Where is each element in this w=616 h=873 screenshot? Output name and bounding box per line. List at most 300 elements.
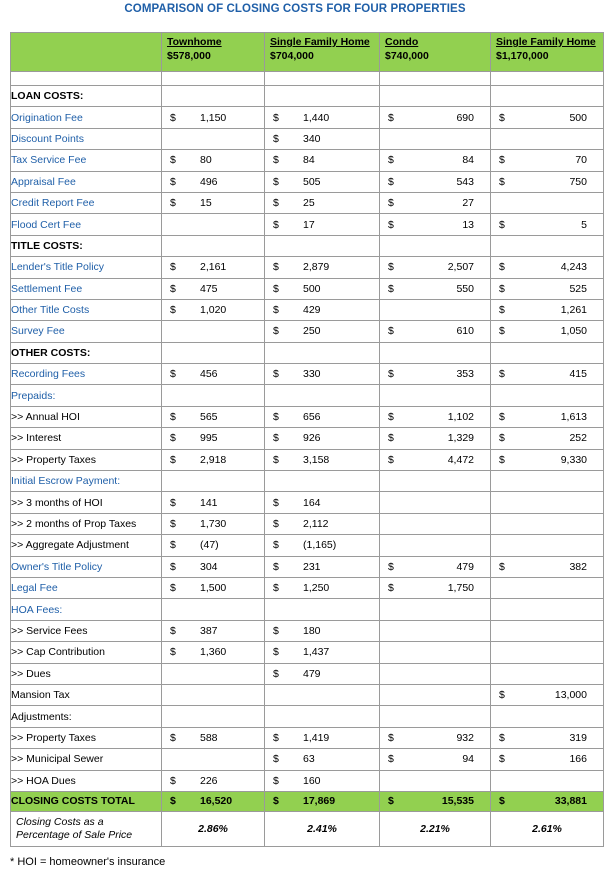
value-cell bbox=[491, 684, 604, 705]
value-cell bbox=[380, 385, 491, 406]
amount: 995 bbox=[200, 432, 218, 445]
dollar-sign: $ bbox=[499, 411, 505, 424]
dollar-sign: $ bbox=[388, 282, 394, 295]
row-label: Survey Fee bbox=[11, 321, 162, 342]
header-single-family-2 bbox=[491, 33, 604, 72]
amount: 250 bbox=[303, 325, 321, 338]
amount: 15,535 bbox=[441, 795, 474, 808]
header-condo bbox=[380, 33, 491, 72]
dollar-sign: $ bbox=[388, 368, 394, 381]
table-row bbox=[11, 385, 604, 406]
amount: (47) bbox=[200, 539, 219, 552]
value-cell bbox=[380, 642, 491, 663]
table-row bbox=[11, 278, 604, 299]
amount: 2,161 bbox=[200, 261, 227, 274]
dollar-sign: $ bbox=[388, 731, 394, 744]
value-cell bbox=[265, 192, 380, 213]
dollar-sign: $ bbox=[388, 795, 394, 808]
value-cell bbox=[380, 278, 491, 299]
amount: 1,750 bbox=[447, 582, 474, 595]
amount: 160 bbox=[303, 774, 321, 787]
row-label: >> Service Fees bbox=[11, 620, 162, 641]
value-cell bbox=[162, 620, 265, 641]
dollar-sign: $ bbox=[273, 282, 279, 295]
value-cell bbox=[265, 257, 380, 278]
dollar-sign: $ bbox=[273, 539, 279, 552]
dollar-sign: $ bbox=[170, 304, 176, 317]
amount: 2,879 bbox=[303, 261, 330, 274]
value-cell bbox=[162, 107, 265, 128]
value-cell bbox=[491, 492, 604, 513]
dollar-sign: $ bbox=[273, 197, 279, 210]
row-label: Settlement Fee bbox=[11, 278, 162, 299]
value-cell bbox=[491, 342, 604, 363]
value-cell bbox=[265, 150, 380, 171]
amount: 2,918 bbox=[200, 453, 227, 466]
value-cell bbox=[162, 492, 265, 513]
value-cell bbox=[265, 663, 380, 684]
amount: 932 bbox=[456, 731, 474, 744]
amount: 1,050 bbox=[560, 325, 587, 338]
dollar-sign: $ bbox=[388, 261, 394, 274]
value-cell bbox=[491, 749, 604, 770]
value-cell bbox=[380, 150, 491, 171]
amount: 4,243 bbox=[560, 261, 587, 274]
amount: 9,330 bbox=[560, 453, 587, 466]
row-label: >> Dues bbox=[11, 663, 162, 684]
amount: 500 bbox=[569, 111, 587, 124]
amount: 17 bbox=[303, 218, 315, 231]
dollar-sign: $ bbox=[170, 560, 176, 573]
amount: 252 bbox=[569, 432, 587, 445]
row-label: >> Interest bbox=[11, 428, 162, 449]
amount: 166 bbox=[569, 753, 587, 766]
value-cell bbox=[265, 428, 380, 449]
dollar-sign: $ bbox=[499, 453, 505, 466]
row-label: HOA Fees: bbox=[11, 599, 162, 620]
value-cell bbox=[380, 364, 491, 385]
value-cell bbox=[265, 492, 380, 513]
amount: 456 bbox=[200, 368, 218, 381]
value-cell bbox=[491, 235, 604, 256]
header-name: Single Family Home bbox=[270, 36, 370, 48]
dollar-sign: $ bbox=[170, 518, 176, 530]
value-cell bbox=[265, 128, 380, 149]
amount: 2,507 bbox=[447, 261, 474, 274]
amount: 3,158 bbox=[303, 453, 330, 466]
amount: 33,881 bbox=[554, 795, 587, 808]
row-label: Discount Points bbox=[11, 128, 162, 149]
amount: 926 bbox=[303, 432, 321, 445]
dollar-sign: $ bbox=[499, 560, 505, 573]
value-cell bbox=[380, 513, 491, 534]
value-cell bbox=[380, 406, 491, 427]
dollar-sign: $ bbox=[273, 325, 279, 338]
table-row bbox=[11, 620, 604, 641]
dollar-sign: $ bbox=[499, 304, 505, 317]
amount: 382 bbox=[569, 560, 587, 573]
dollar-sign: $ bbox=[273, 731, 279, 744]
table-row bbox=[11, 150, 604, 171]
dollar-sign: $ bbox=[170, 111, 176, 124]
value-cell bbox=[162, 428, 265, 449]
value-cell bbox=[491, 171, 604, 192]
value-cell bbox=[265, 642, 380, 663]
spacer-row bbox=[11, 72, 604, 86]
amount: (1,165) bbox=[303, 539, 337, 552]
value-cell bbox=[380, 535, 491, 556]
row-label: Credit Report Fee bbox=[11, 192, 162, 213]
dollar-sign: $ bbox=[499, 689, 505, 702]
amount: 319 bbox=[569, 731, 587, 744]
amount: 164 bbox=[303, 496, 321, 509]
amount: 84 bbox=[462, 154, 474, 167]
table-row bbox=[11, 770, 604, 791]
value-cell bbox=[162, 663, 265, 684]
amount: 565 bbox=[200, 411, 218, 424]
amount: 1,440 bbox=[303, 111, 330, 124]
value-cell bbox=[162, 406, 265, 427]
dollar-sign: $ bbox=[499, 731, 505, 744]
amount: 525 bbox=[569, 282, 587, 295]
amount: 63 bbox=[303, 753, 315, 766]
value-cell bbox=[380, 171, 491, 192]
value-cell bbox=[162, 535, 265, 556]
value-cell bbox=[491, 128, 604, 149]
amount: 141 bbox=[200, 496, 218, 509]
value-cell bbox=[380, 192, 491, 213]
value-cell bbox=[265, 556, 380, 577]
amount: 4,472 bbox=[447, 453, 474, 466]
dollar-sign: $ bbox=[499, 154, 505, 167]
dollar-sign: $ bbox=[170, 282, 176, 295]
table-row bbox=[11, 342, 604, 363]
total-row bbox=[11, 791, 604, 811]
row-label: >> Aggregate Adjustment bbox=[11, 535, 162, 556]
amount: 231 bbox=[303, 560, 321, 573]
dollar-sign: $ bbox=[273, 774, 279, 787]
value-cell bbox=[380, 449, 491, 470]
footnote: * HOI = homeowner's insurance bbox=[10, 856, 166, 868]
dollar-sign: $ bbox=[273, 218, 279, 231]
dollar-sign: $ bbox=[273, 582, 279, 595]
value-cell bbox=[162, 749, 265, 770]
dollar-sign: $ bbox=[170, 368, 176, 381]
value-cell bbox=[491, 599, 604, 620]
header-row bbox=[11, 33, 604, 72]
dollar-sign: $ bbox=[388, 411, 394, 424]
dollar-sign: $ bbox=[499, 368, 505, 381]
value-cell bbox=[380, 492, 491, 513]
value-cell bbox=[162, 128, 265, 149]
amount: 94 bbox=[462, 753, 474, 766]
amount: 1,020 bbox=[200, 304, 227, 317]
value-cell bbox=[491, 471, 604, 492]
table-row bbox=[11, 107, 604, 128]
value-cell bbox=[162, 513, 265, 534]
dollar-sign: $ bbox=[170, 646, 176, 659]
value-cell bbox=[265, 449, 380, 470]
amount: 27 bbox=[462, 197, 474, 210]
table-row bbox=[11, 257, 604, 278]
table-row bbox=[11, 727, 604, 748]
amount: 16,520 bbox=[200, 795, 233, 808]
percentage-value: 2.86% bbox=[162, 811, 265, 846]
value-cell bbox=[162, 192, 265, 213]
value-cell bbox=[162, 257, 265, 278]
percentage-value: 2.21% bbox=[380, 811, 491, 846]
amount: 610 bbox=[456, 325, 474, 338]
dollar-sign: $ bbox=[273, 667, 279, 680]
value-cell bbox=[162, 385, 265, 406]
row-label: Tax Service Fee bbox=[11, 150, 162, 171]
value-cell bbox=[491, 620, 604, 641]
value-cell bbox=[491, 556, 604, 577]
dollar-sign: $ bbox=[170, 197, 176, 210]
dollar-sign: $ bbox=[499, 261, 505, 274]
table-row bbox=[11, 235, 604, 256]
table-row bbox=[11, 171, 604, 192]
value-cell bbox=[265, 535, 380, 556]
amount: 353 bbox=[456, 368, 474, 381]
value-cell bbox=[491, 214, 604, 235]
dollar-sign: $ bbox=[388, 111, 394, 124]
amount: 80 bbox=[200, 154, 212, 167]
spacer-cell bbox=[491, 72, 604, 86]
value-cell bbox=[162, 278, 265, 299]
value-cell bbox=[491, 577, 604, 598]
value-cell bbox=[380, 577, 491, 598]
header-corner bbox=[11, 33, 162, 72]
value-cell bbox=[265, 620, 380, 641]
table-row bbox=[11, 406, 604, 427]
value-cell bbox=[491, 364, 604, 385]
value-cell bbox=[265, 684, 380, 705]
value-cell bbox=[380, 428, 491, 449]
value-cell bbox=[162, 235, 265, 256]
table-row bbox=[11, 128, 604, 149]
dollar-sign: $ bbox=[273, 304, 279, 317]
dollar-sign: $ bbox=[273, 795, 279, 808]
amount: 656 bbox=[303, 411, 321, 424]
amount: 543 bbox=[456, 175, 474, 188]
table-row bbox=[11, 599, 604, 620]
value-cell bbox=[162, 364, 265, 385]
row-label: Lender's Title Policy bbox=[11, 257, 162, 278]
row-label: >> Municipal Sewer bbox=[11, 749, 162, 770]
amount: 180 bbox=[303, 624, 321, 637]
value-cell bbox=[265, 107, 380, 128]
dollar-sign: $ bbox=[273, 368, 279, 381]
row-label: Owner's Title Policy bbox=[11, 556, 162, 577]
dollar-sign: $ bbox=[388, 325, 394, 338]
amount: 2,112 bbox=[303, 518, 329, 530]
row-label: >> 3 months of HOI bbox=[11, 492, 162, 513]
value-cell bbox=[380, 257, 491, 278]
dollar-sign: $ bbox=[388, 560, 394, 573]
amount: 13 bbox=[462, 218, 474, 231]
value-cell bbox=[162, 770, 265, 791]
amount: 1,613 bbox=[560, 411, 587, 424]
value-cell bbox=[380, 620, 491, 641]
amount: 505 bbox=[303, 175, 321, 188]
value-cell bbox=[491, 513, 604, 534]
table-row bbox=[11, 556, 604, 577]
dollar-sign: $ bbox=[499, 111, 505, 124]
table-row bbox=[11, 299, 604, 320]
table-row bbox=[11, 513, 604, 534]
dollar-sign: $ bbox=[388, 753, 394, 766]
value-cell bbox=[491, 663, 604, 684]
value-cell bbox=[162, 642, 265, 663]
amount: 496 bbox=[200, 175, 218, 188]
table-row bbox=[11, 364, 604, 385]
table-row bbox=[11, 214, 604, 235]
dollar-sign: $ bbox=[170, 624, 176, 637]
row-label: LOAN COSTS: bbox=[11, 86, 162, 107]
amount: 588 bbox=[200, 731, 218, 744]
value-cell bbox=[491, 535, 604, 556]
value-cell bbox=[380, 749, 491, 770]
dollar-sign: $ bbox=[499, 175, 505, 188]
value-cell bbox=[162, 599, 265, 620]
dollar-sign: $ bbox=[388, 453, 394, 466]
percentage-row bbox=[11, 811, 604, 846]
dollar-sign: $ bbox=[273, 111, 279, 124]
amount: 25 bbox=[303, 197, 315, 210]
dollar-sign: $ bbox=[273, 132, 279, 145]
dollar-sign: $ bbox=[170, 539, 176, 552]
dollar-sign: $ bbox=[273, 496, 279, 509]
amount: 226 bbox=[200, 774, 218, 787]
row-label: OTHER COSTS: bbox=[11, 342, 162, 363]
dollar-sign: $ bbox=[170, 261, 176, 274]
row-label: Mansion Tax bbox=[11, 684, 162, 705]
dollar-sign: $ bbox=[170, 154, 176, 167]
value-cell bbox=[491, 192, 604, 213]
value-cell bbox=[491, 107, 604, 128]
value-cell bbox=[491, 257, 604, 278]
value-cell bbox=[491, 321, 604, 342]
value-cell bbox=[380, 86, 491, 107]
dollar-sign: $ bbox=[273, 432, 279, 445]
row-label: >> Annual HOI bbox=[11, 406, 162, 427]
value-cell bbox=[265, 706, 380, 727]
amount: 1,419 bbox=[303, 731, 330, 744]
amount: 1,150 bbox=[200, 111, 227, 124]
row-label: >> Property Taxes bbox=[11, 727, 162, 748]
value-cell bbox=[491, 642, 604, 663]
amount: 1,261 bbox=[560, 304, 587, 317]
dollar-sign: $ bbox=[273, 175, 279, 188]
header-townhome bbox=[162, 33, 265, 72]
value-cell bbox=[265, 235, 380, 256]
dollar-sign: $ bbox=[273, 261, 279, 274]
value-cell bbox=[265, 770, 380, 791]
dollar-sign: $ bbox=[273, 518, 279, 530]
row-label: Prepaids: bbox=[11, 385, 162, 406]
table-row bbox=[11, 471, 604, 492]
dollar-sign: $ bbox=[170, 453, 176, 466]
value-cell bbox=[491, 770, 604, 791]
percentage-label-line2: Percentage of Sale Price bbox=[16, 828, 133, 841]
dollar-sign: $ bbox=[273, 154, 279, 167]
dollar-sign: $ bbox=[499, 795, 505, 808]
row-label: TITLE COSTS: bbox=[11, 235, 162, 256]
header-single-family-1 bbox=[265, 33, 380, 72]
amount: 429 bbox=[303, 304, 321, 317]
dollar-sign: $ bbox=[388, 582, 394, 595]
value-cell bbox=[162, 171, 265, 192]
closing-costs-table bbox=[10, 32, 604, 847]
dollar-sign: $ bbox=[499, 753, 505, 766]
dollar-sign: $ bbox=[499, 218, 505, 231]
value-cell bbox=[380, 235, 491, 256]
table-row bbox=[11, 749, 604, 770]
header-price: $704,000 bbox=[270, 50, 314, 62]
value-cell bbox=[265, 171, 380, 192]
amount: 1,329 bbox=[447, 432, 474, 445]
row-label: Origination Fee bbox=[11, 107, 162, 128]
value-cell bbox=[491, 278, 604, 299]
value-cell bbox=[265, 406, 380, 427]
header-price: $1,170,000 bbox=[496, 50, 549, 62]
amount: 1,102 bbox=[447, 411, 474, 424]
value-cell bbox=[265, 321, 380, 342]
dollar-sign: $ bbox=[170, 432, 176, 445]
value-cell bbox=[380, 556, 491, 577]
dollar-sign: $ bbox=[273, 453, 279, 466]
dollar-sign: $ bbox=[499, 432, 505, 445]
dollar-sign: $ bbox=[499, 282, 505, 295]
value-cell bbox=[265, 278, 380, 299]
dollar-sign: $ bbox=[273, 411, 279, 424]
amount: 5 bbox=[581, 218, 587, 231]
table-row bbox=[11, 577, 604, 598]
table-row bbox=[11, 535, 604, 556]
header-name: Single Family Home bbox=[496, 36, 596, 48]
value-cell bbox=[265, 299, 380, 320]
dollar-sign: $ bbox=[273, 646, 279, 659]
value-cell bbox=[491, 449, 604, 470]
value-cell bbox=[162, 299, 265, 320]
amount: 13,000 bbox=[554, 689, 587, 702]
percentage-label-cell bbox=[11, 811, 162, 846]
dollar-sign: $ bbox=[170, 411, 176, 424]
value-cell bbox=[265, 342, 380, 363]
amount: 1,437 bbox=[303, 646, 330, 659]
value-cell bbox=[491, 428, 604, 449]
table-row bbox=[11, 706, 604, 727]
dollar-sign: $ bbox=[388, 432, 394, 445]
value-cell bbox=[265, 214, 380, 235]
value-cell bbox=[162, 684, 265, 705]
table-row bbox=[11, 642, 604, 663]
value-cell bbox=[380, 214, 491, 235]
dollar-sign: $ bbox=[499, 325, 505, 338]
value-cell bbox=[265, 791, 380, 811]
value-cell bbox=[265, 577, 380, 598]
value-cell bbox=[380, 599, 491, 620]
amount: 1,360 bbox=[200, 646, 227, 659]
row-label: Initial Escrow Payment: bbox=[11, 471, 162, 492]
value-cell bbox=[380, 107, 491, 128]
dollar-sign: $ bbox=[388, 175, 394, 188]
dollar-sign: $ bbox=[170, 582, 176, 595]
table-row bbox=[11, 428, 604, 449]
value-cell bbox=[491, 791, 604, 811]
value-cell bbox=[162, 86, 265, 107]
